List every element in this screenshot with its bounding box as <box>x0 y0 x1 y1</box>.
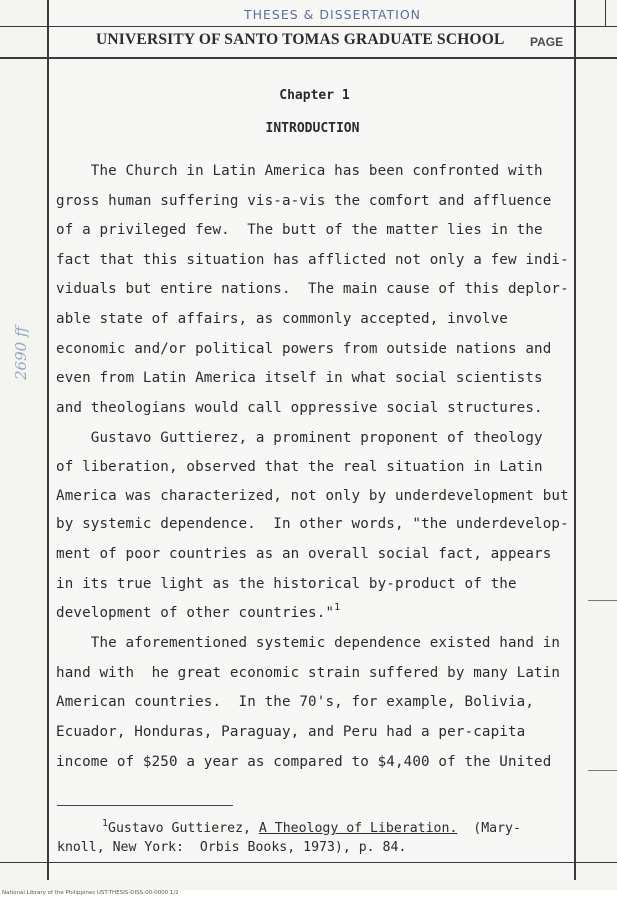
body-line: even from Latin America itself in what social scientists <box>56 370 543 386</box>
body-line: The aforementioned systemic dependence existed hand in <box>56 635 561 651</box>
chapter-number-text: Chapter 1 <box>279 88 350 103</box>
footnote-book-title: A Theology of Liberation. <box>258 821 458 836</box>
body-line: able state of affairs, as commonly accepted, involve <box>56 311 508 327</box>
body-line: in its true light as the historical by-product of the <box>56 576 517 592</box>
header-top-rule <box>0 26 617 27</box>
right-edge-line <box>605 0 606 26</box>
right-edge-mark <box>588 600 617 601</box>
body-line: America was characterized, not only by underdevelopment but <box>56 488 569 504</box>
footnote-separator <box>57 805 233 806</box>
body-line: and theologians would call oppressive social structures. <box>56 400 543 416</box>
body-line: by systemic dependence. In other words, "the underdevelop- <box>56 516 569 532</box>
body-line-text: development of other countries." <box>56 605 335 621</box>
body-line: Ecuador, Honduras, Paraguay, and Peru had a per-capita <box>56 724 526 740</box>
handwritten-margin-note: 2690 ff <box>12 326 30 380</box>
body-line: viduals but entire nations. The main cause of this deplor- <box>56 281 569 297</box>
university-header-title: UNIVERSITY OF SANTO TOMAS GRADUATE SCHOOL <box>96 31 505 48</box>
footnote-publisher-start: (Mary- <box>457 821 521 836</box>
footnote-line-2: knoll, New York: Orbis Books, 1973), p. 84. <box>57 840 407 855</box>
body-line: Gustavo Guttierez, a prominent proponent of theology <box>56 430 543 446</box>
footnote-mark: 1 <box>102 818 109 829</box>
body-line: The Church in Latin America has been confronted with <box>56 163 543 179</box>
library-footer: National Library of the Philippines UST-THESIS-DISS-00-0000 1/2 <box>2 890 179 896</box>
body-line: economic and/or political powers from outside nations and <box>56 341 552 357</box>
body-line: income of $250 a year as compared to $4,400 of the United <box>56 754 552 770</box>
chapter-title <box>0 121 617 136</box>
body-line-with-footnote-ref <box>56 602 341 621</box>
page-number-label: PAGE <box>530 35 564 49</box>
footer-rule <box>0 862 617 863</box>
body-line: of a privileged few. The butt of the matter lies in the <box>56 222 543 238</box>
body-line: gross human suffering vis-a-vis the comfort and affluence <box>56 193 552 209</box>
chapter-title-text: INTRODUCTION <box>265 121 360 136</box>
footnote-line-1 <box>102 818 521 836</box>
theses-dissertation-stamp: THESES & DISSERTATION <box>244 7 422 22</box>
footnote-author: Gustavo Guttierez, <box>108 821 259 836</box>
footnote-reference: 1 <box>334 602 341 613</box>
body-line: ment of poor countries as an overall social fact, appears <box>56 546 552 562</box>
header-bottom-rule <box>0 57 617 59</box>
body-line: fact that this situation has afflicted not only a few indi- <box>56 252 569 268</box>
body-line: of liberation, observed that the real situation in Latin <box>56 459 543 475</box>
chapter-number <box>0 88 617 103</box>
right-edge-mark-2 <box>588 770 617 771</box>
body-line: American countries. In the 70's, for example, Bolivia, <box>56 694 535 710</box>
body-line: hand with he great economic strain suffered by many Latin <box>56 665 561 681</box>
